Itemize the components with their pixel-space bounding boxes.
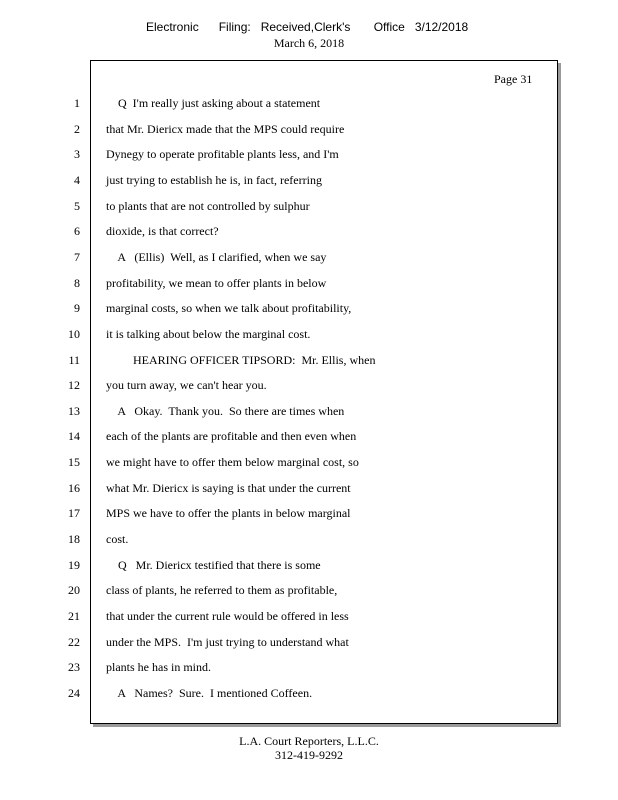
transcript-line: MPS we have to offer the plants in below marginal	[106, 506, 351, 520]
line-number: 2	[74, 122, 80, 136]
transcript-line: cost.	[106, 532, 129, 546]
line-number: 22	[68, 635, 80, 649]
line-number: 6	[74, 224, 80, 238]
transcript-line: just trying to establish he is, in fact, referring	[106, 173, 322, 187]
transcript-line: that under the current rule would be offered in less	[106, 609, 349, 623]
line-number: 13	[68, 404, 80, 418]
transcript-line: A Names? Sure. I mentioned Coffeen.	[106, 686, 313, 700]
transcript-line: under the MPS. I'm just trying to understand what	[106, 635, 349, 649]
line-number: 21	[68, 609, 80, 623]
line-number: 24	[68, 686, 80, 700]
line-number: 7	[74, 250, 80, 264]
transcript-line: dioxide, is that correct?	[106, 224, 219, 238]
transcript-line: it is talking about below the marginal cost.	[106, 327, 311, 341]
transcript-line: to plants that are not controlled by sulphur	[106, 199, 310, 213]
line-number: 4	[74, 173, 80, 187]
transcript-line: Dynegy to operate profitable plants less, and I'm	[106, 147, 339, 161]
footer-company: L.A. Court Reporters, L.L.C.	[239, 734, 379, 748]
transcript-line: plants he has in mind.	[106, 660, 211, 674]
transcript-line: that Mr. Diericx made that the MPS could require	[106, 122, 345, 136]
line-number: 9	[74, 301, 80, 315]
line-number: 5	[74, 199, 80, 213]
line-number: 11	[68, 353, 80, 367]
filing-date: March 6, 2018	[273, 36, 345, 50]
transcript-line: we might have to offer them below marginal cost, so	[106, 455, 359, 469]
line-number: 3	[74, 147, 80, 161]
transcript-line: you turn away, we can't hear you.	[106, 378, 267, 392]
transcript-line: A Okay. Thank you. So there are times when	[106, 404, 345, 418]
transcript-line: Q I'm really just asking about a statement	[106, 96, 321, 110]
line-number: 18	[68, 532, 80, 546]
line-number: 1	[74, 96, 80, 110]
transcript-line: HEARING OFFICER TIPSORD: Mr. Ellis, when	[106, 353, 376, 367]
line-number: 12	[68, 378, 80, 392]
footer-phone: 312-419-9292	[275, 748, 343, 762]
line-number: 14	[68, 429, 80, 443]
transcript-line: marginal costs, so when we talk about profitability,	[106, 301, 352, 315]
page-number: Page 31	[494, 72, 533, 86]
transcript-line: class of plants, he referred to them as profitable,	[106, 583, 338, 597]
transcript-line: each of the plants are profitable and then even when	[106, 429, 357, 443]
transcript-line: Q Mr. Diericx testified that there is some	[106, 558, 321, 572]
line-number: 8	[74, 276, 80, 290]
transcript-line: profitability, we mean to offer plants in below	[106, 276, 327, 290]
transcript-line: what Mr. Diericx is saying is that under the current	[106, 481, 351, 495]
line-number: 16	[68, 481, 80, 495]
line-number: 15	[68, 455, 80, 469]
line-number: 23	[68, 660, 80, 674]
transcript-line: A (Ellis) Well, as I clarified, when we say	[106, 250, 327, 264]
line-number: 20	[68, 583, 80, 597]
line-number: 10	[68, 327, 80, 341]
line-number: 17	[68, 506, 80, 520]
filing-stamp: Electronic Filing: Received,Clerk's Office 3/12/2018	[146, 20, 469, 34]
line-number: 19	[68, 558, 80, 572]
